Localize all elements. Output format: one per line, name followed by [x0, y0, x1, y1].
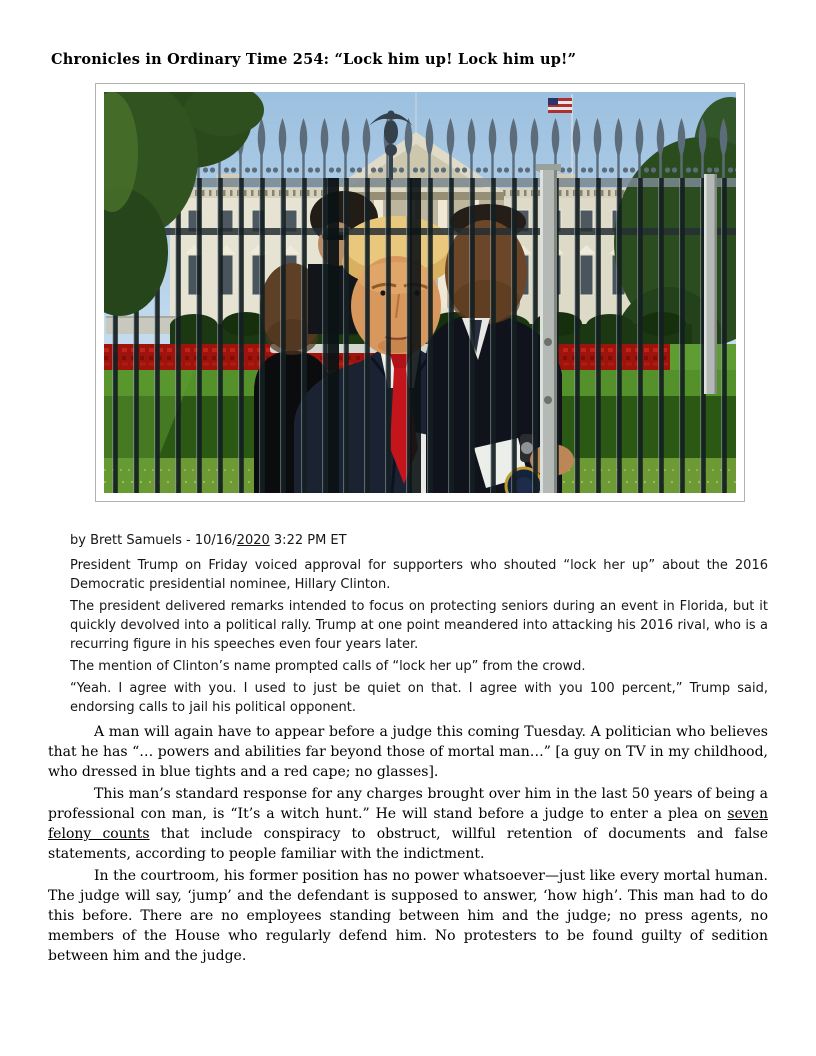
commentary-text: that include conspiracy to obstruct, willful retention of documents and false statements, according to people familiar with the indictment.: [48, 826, 768, 862]
article-paragraph: The mention of Clinton’s name prompted calls of “lock her up” from the crowd.: [70, 659, 586, 674]
byline-year-link[interactable]: 2020: [236, 533, 270, 548]
commentary-paragraph: [48, 784, 768, 864]
fence-post-right: [704, 174, 717, 394]
hill-article-body: [70, 556, 768, 720]
whitehouse-fence-photo: [104, 92, 736, 493]
byline: [70, 532, 347, 550]
byline-time: 3:22 PM ET: [269, 533, 347, 548]
felony-counts-link[interactable]: seven felony counts: [48, 806, 768, 842]
page-title: Chronicles in Ordinary Time 254: “Lock him up! Lock him up!”: [51, 51, 577, 68]
article-photo-frame: [95, 83, 745, 502]
article-paragraph: President Trump on Friday voiced approval for supporters who shouted “lock her up” about the 2016 Democratic presidential nominee, Hillary Clinton.: [70, 558, 768, 592]
commentary-text: This man’s standard response for any charges brought over him in the last 50 years of being a professional con man, is “It’s a witch hunt.” He will stand before a judge to enter a plea on: [48, 786, 768, 822]
byline-author-date: by Brett Samuels - 10/16/: [70, 533, 237, 548]
commentary-paragraph: In the courtroom, his former position has no power whatsoever—just like every mortal human. The judge will say, ‘jump’ and the defendant is supposed to answer, ‘how high’. This man had to do this before. There are no employees standing between him and the judge; no press agents, no members of the House who regularly defend him. No protesters to be found guilty of sedition between him and the judge.: [48, 868, 768, 964]
commentary-paragraph: A man will again have to appear before a judge this coming Tuesday. A politician who believes that he has “… powers and abilities far beyond those of mortal man…” [a guy on TV in my childhood, who dressed in blue tights and a red cape; no glasses].: [48, 724, 768, 780]
commentary-body: [48, 722, 768, 968]
article-paragraph: “Yeah. I agree with you. I used to just be quiet on that. I agree with you 100 percent,” Trump said, endorsing calls to jail his political opponent.: [70, 681, 768, 715]
article-paragraph: The president delivered remarks intended to focus on protecting seniors during an event in Florida, but it quickly devolved into a political rally. Trump at one point meandered into attacking his 2016 rival, who is a recurring figure in his speeches even four years later.: [70, 599, 768, 652]
